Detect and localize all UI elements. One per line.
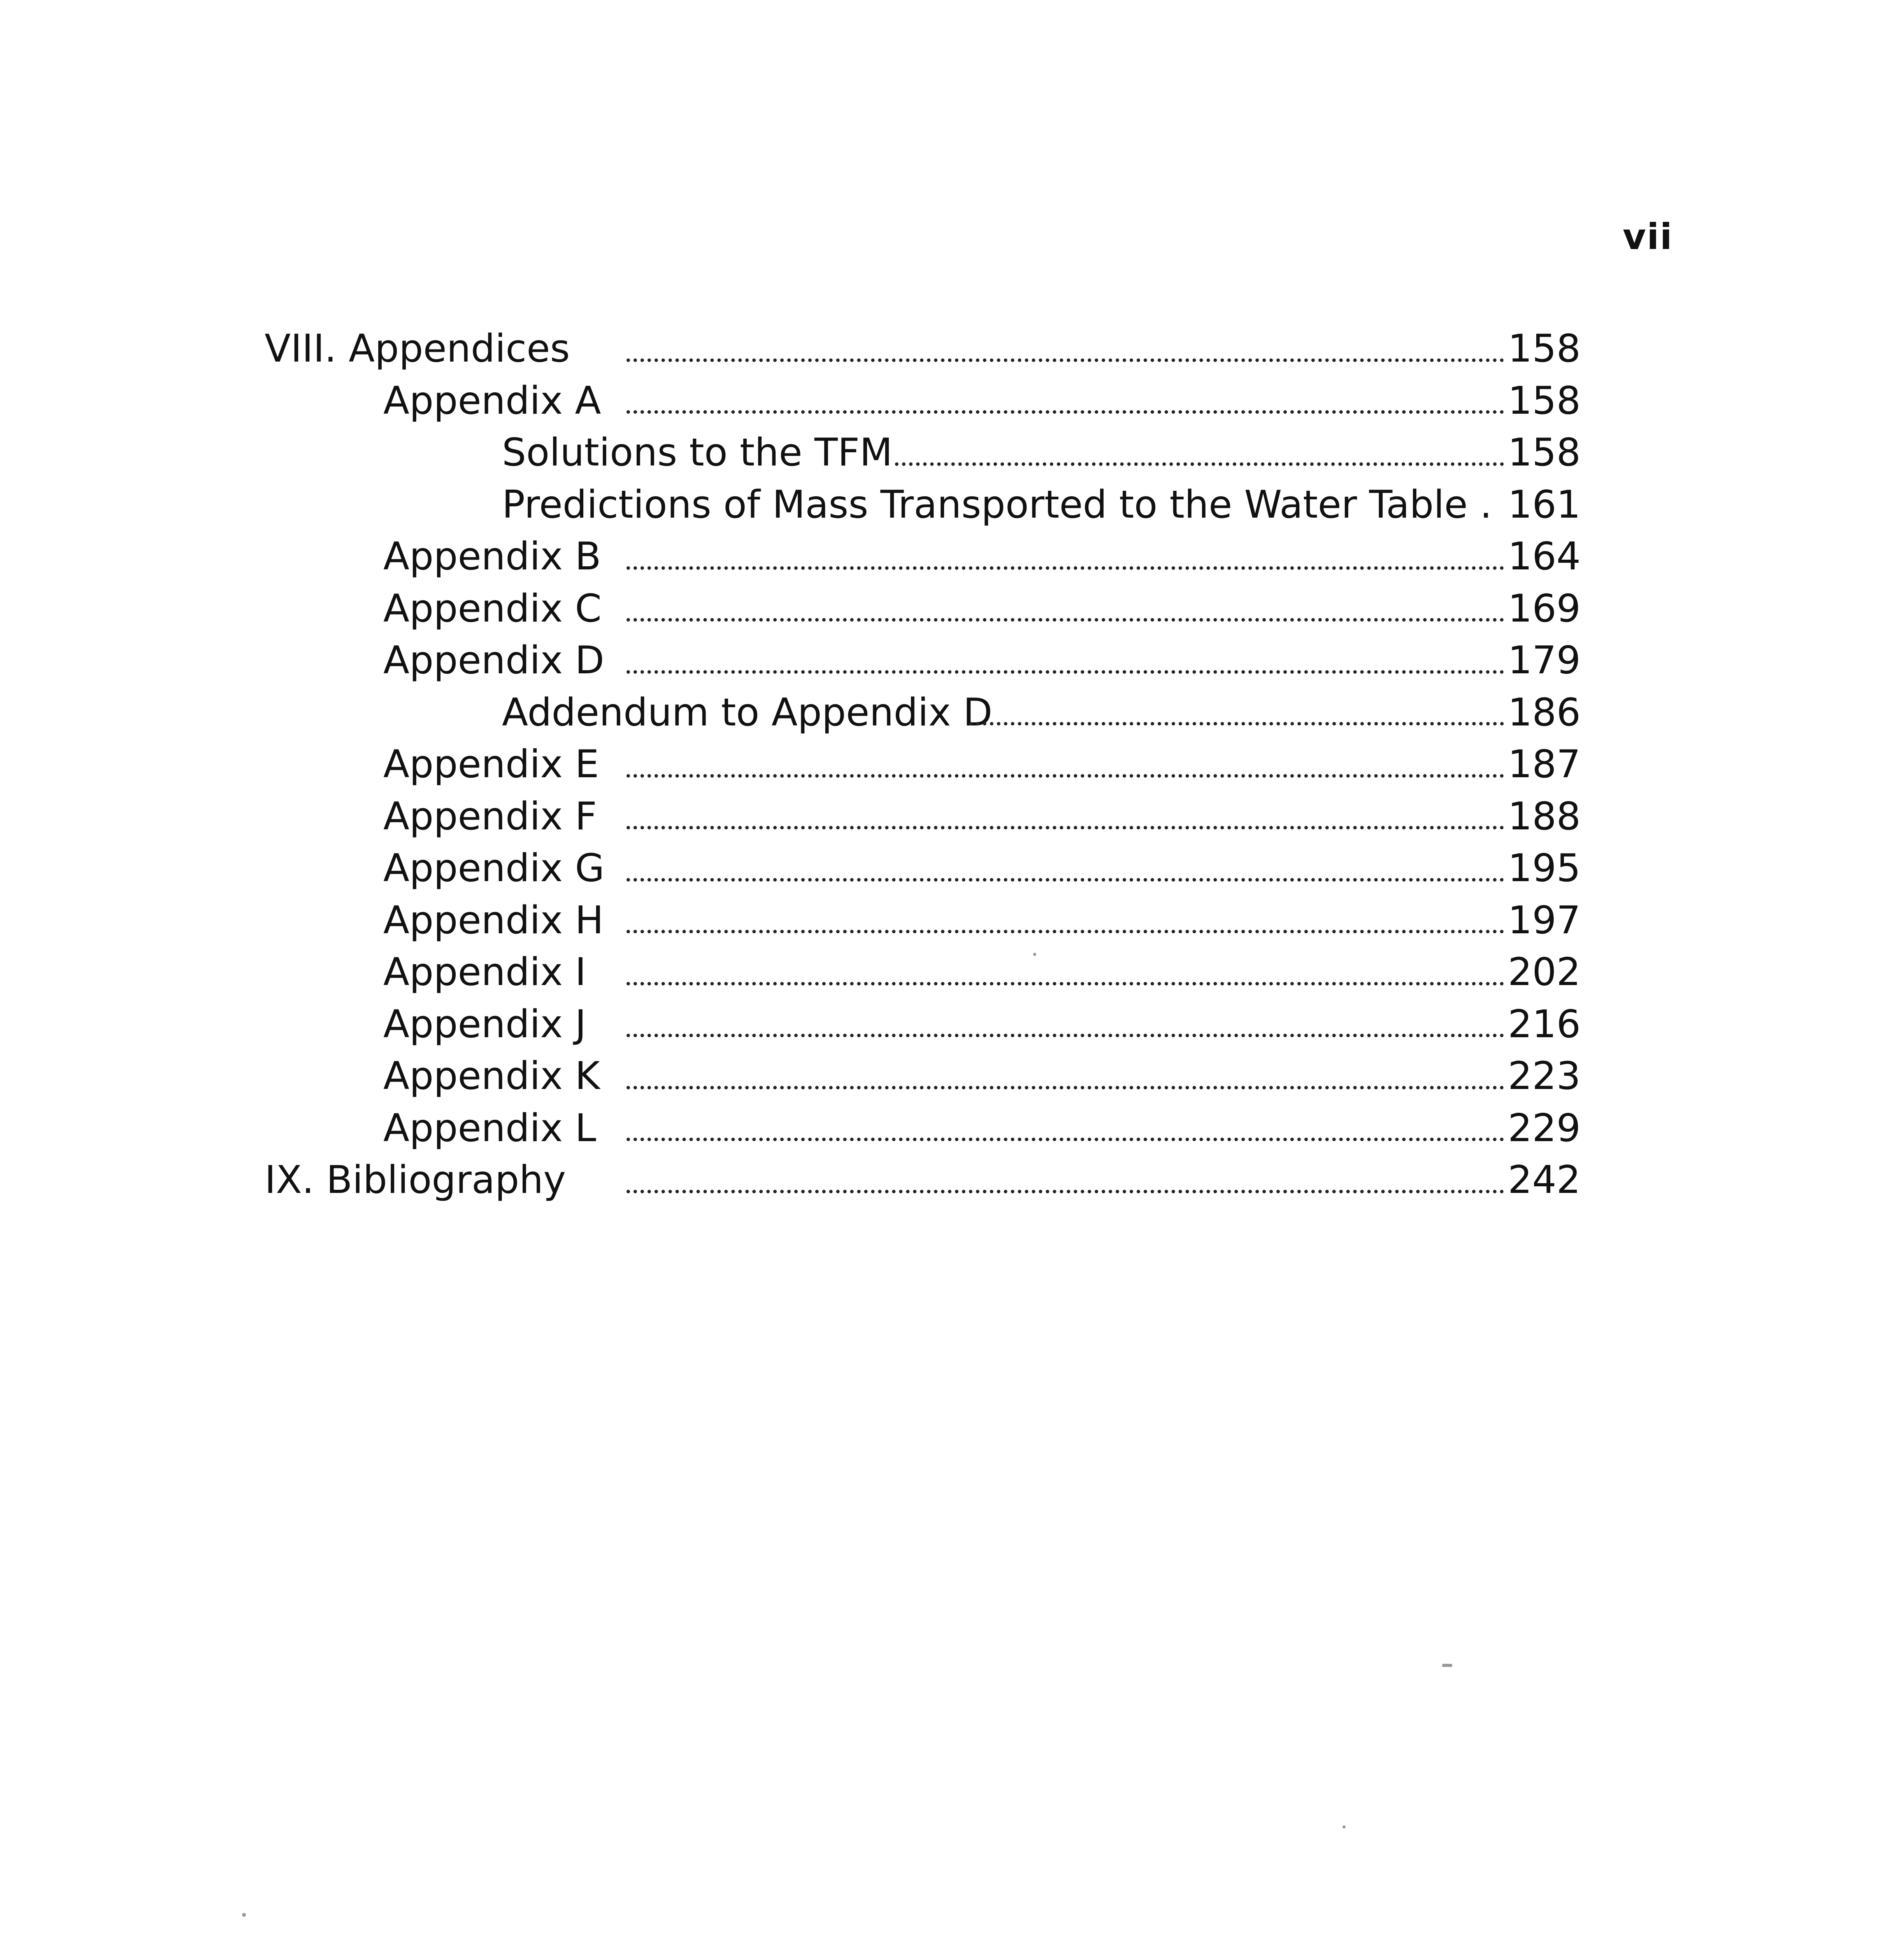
toc-dot-leader xyxy=(626,583,1504,635)
toc-entry-label: Appendix E xyxy=(383,742,599,787)
toc-dot-leader xyxy=(895,427,1504,479)
scan-speck xyxy=(1342,1825,1346,1828)
toc-dot-leader xyxy=(626,1154,1504,1207)
toc-entry-page: 197 xyxy=(1508,898,1581,943)
scan-speck xyxy=(242,1913,246,1917)
toc-dot-leader xyxy=(626,999,1504,1051)
toc-dot-leader xyxy=(626,739,1504,791)
toc-entry-label: Predictions of Mass Transported to the Water Table . xyxy=(502,482,1492,527)
toc-entry xyxy=(265,687,1581,739)
toc-entry-page: 202 xyxy=(1508,950,1581,994)
toc-entry-page: 229 xyxy=(1508,1106,1581,1150)
toc-entry-label: Solutions to the TFM xyxy=(502,430,893,475)
toc-entry xyxy=(265,999,1581,1051)
scan-speck xyxy=(1033,953,1036,956)
toc-dot-leader xyxy=(626,791,1504,843)
toc-entry-page: 187 xyxy=(1508,742,1581,787)
toc-entry-page: 179 xyxy=(1508,638,1581,683)
toc-entry xyxy=(265,895,1581,947)
toc-dot-leader xyxy=(626,531,1504,583)
toc-entry-label: VIII. Appendices xyxy=(265,327,570,371)
toc-entry-label: Appendix H xyxy=(383,898,604,943)
toc-dot-leader xyxy=(626,895,1504,947)
toc-dot-leader xyxy=(626,843,1504,895)
toc-entry-label: Appendix J xyxy=(383,1002,586,1047)
toc-dot-leader xyxy=(969,687,1504,739)
toc-entry-label: Appendix B xyxy=(383,534,601,579)
toc-entry xyxy=(265,1154,1581,1207)
toc-dot-leader xyxy=(626,375,1504,427)
toc-entry-page: 158 xyxy=(1508,378,1581,423)
toc-entry xyxy=(265,427,1581,479)
toc-entry-page: 223 xyxy=(1508,1054,1581,1098)
toc-entry xyxy=(265,583,1581,635)
toc-entry xyxy=(265,375,1581,427)
toc-entry-label: Appendix F xyxy=(383,794,597,839)
toc-entry-label: Appendix A xyxy=(383,378,601,423)
toc-dot-leader xyxy=(626,947,1504,999)
toc-entry xyxy=(265,323,1581,375)
toc-entry-page: 186 xyxy=(1508,690,1581,735)
toc-entry-page: 164 xyxy=(1508,534,1581,579)
toc-entry-page: 161 xyxy=(1508,482,1581,527)
toc-entry xyxy=(265,1050,1581,1103)
toc-entry-page: 188 xyxy=(1508,794,1581,839)
toc-entry-label: IX. Bibliography xyxy=(265,1158,566,1202)
toc-entry xyxy=(265,1103,1581,1155)
scan-speck xyxy=(1442,1664,1452,1667)
toc-entry xyxy=(265,479,1581,531)
toc-dot-leader xyxy=(626,1050,1504,1103)
toc-entry xyxy=(265,791,1581,843)
toc-entry-page: 242 xyxy=(1508,1158,1581,1202)
page-number: vii xyxy=(1623,216,1673,258)
toc-entry-label: Appendix D xyxy=(383,638,604,683)
toc-dot-leader xyxy=(626,323,1504,375)
toc-dot-leader xyxy=(626,635,1504,687)
toc-entry-label: Appendix C xyxy=(383,586,602,631)
toc-entry-page: 158 xyxy=(1508,327,1581,371)
toc-entry-page: 195 xyxy=(1508,846,1581,890)
toc-dot-leader xyxy=(626,1103,1504,1155)
toc-entry xyxy=(265,843,1581,895)
toc-entry xyxy=(265,635,1581,687)
toc-entry xyxy=(265,947,1581,999)
toc-entry xyxy=(265,739,1581,791)
table-of-contents xyxy=(265,323,1581,1207)
toc-entry-page: 158 xyxy=(1508,430,1581,475)
toc-entry-page: 216 xyxy=(1508,1002,1581,1047)
toc-entry-label: Addendum to Appendix D xyxy=(502,690,993,735)
toc-entry-label: Appendix G xyxy=(383,846,605,890)
toc-entry-label: Appendix I xyxy=(383,950,586,994)
toc-entry xyxy=(265,531,1581,583)
toc-entry-label: Appendix K xyxy=(383,1054,600,1098)
toc-entry-label: Appendix L xyxy=(383,1106,597,1150)
toc-entry-page: 169 xyxy=(1508,586,1581,631)
